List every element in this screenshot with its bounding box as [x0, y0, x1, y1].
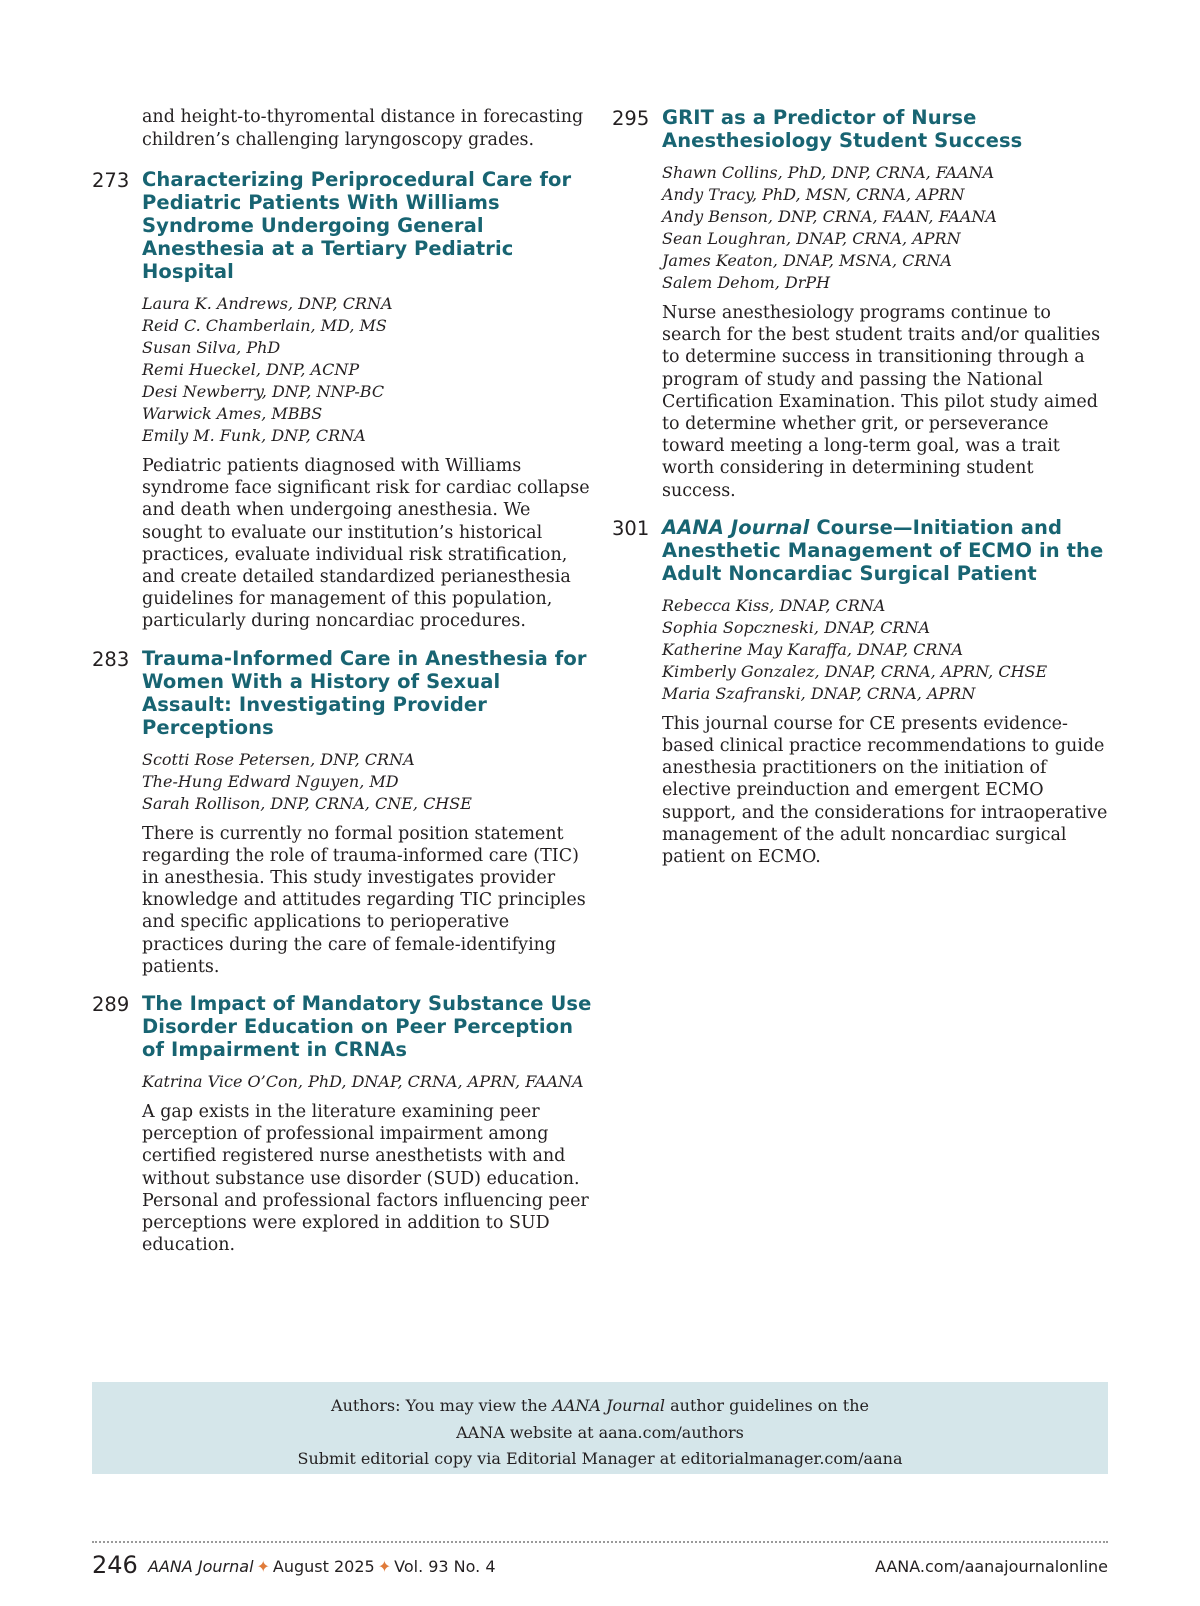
notice-line-1 [92, 1393, 1108, 1420]
footer-journal-name: AANA Journal [148, 1557, 254, 1576]
author: Katherine May Karaffa, DNAP, CRNA [662, 639, 964, 659]
article-entry[interactable] [92, 647, 592, 978]
left-column [92, 106, 592, 1256]
footer-separator-icon: ✦ [377, 1557, 392, 1576]
article-entry[interactable] [92, 992, 592, 1256]
footer-website-link[interactable]: AANA.com/aanajournalonline [874, 1557, 1108, 1576]
author: Rebecca Kiss, DNAP, CRNA [662, 595, 886, 615]
author: Laura K. Andrews, DNP, CRNA [142, 294, 393, 313]
article-entry[interactable] [92, 168, 592, 633]
article-title-text: Course—Initiation and Anesthetic Management of ECMO in the Adult Noncardiac Surgical Patient [662, 515, 1104, 585]
footer-journal-info [148, 1557, 496, 1577]
author: Reid C. Chamberlain, MD, MS [142, 316, 387, 335]
article-abstract: There is currently no formal position statement regarding the role of trauma-informed care (TIC) in anesthesia. This study investigates provider knowledge and attitudes regarding TIC principles and specific applications to perioperative practices during the care of female-identifying patients. [142, 823, 586, 977]
author-list [142, 293, 592, 447]
footer-separator-icon: ✦ [256, 1557, 270, 1576]
author: Emily M. Funk, DNP, CRNA [142, 426, 366, 445]
article-entry[interactable] [612, 106, 1112, 502]
article-page-number: 283 [92, 647, 130, 671]
notice-text: Authors: You may view the [331, 1396, 553, 1415]
continued-abstract: and height-to-thyromental distance in forecasting children’s challenging laryngoscopy grades. [142, 107, 584, 150]
author: Andy Benson, DNP, CRNA, FAAN, FAANA [662, 207, 997, 226]
author: Scotti Rose Petersen, DNP, CRNA [142, 749, 415, 769]
article-page-number: 295 [612, 107, 650, 130]
author: Shawn Collins, PhD, DNP, CRNA, FAANA [662, 163, 995, 182]
author: The-Hung Edward Nguyen, MD [142, 771, 399, 791]
author: Warwick Ames, MBBS [142, 404, 323, 423]
author-list [142, 749, 592, 815]
article-title[interactable]: The Impact of Mandatory Substance Use Disorder Education on Peer Perception of Impairment in CRNAs [142, 992, 592, 1062]
article-abstract: Pediatric patients diagnosed with Williams syndrome face significant risk for cardiac collapse and death when undergoing anesthesia. We sought to evaluate our institution’s historical practices, evaluate individual risk stratification, and create detailed standardized perianesthesia guidelines for management of this population, particularly during noncardiac procedures. [142, 456, 590, 632]
author: Sean Loughran, DNAP, CRNA, APRN [662, 229, 961, 248]
article-abstract: Nurse anesthesiology programs continue to search for the best student traits and/or qualities to determine success in transitioning through a program of study and passing the National Certification Examination. This pilot study aimed to determine whether grit, or perseverance toward meeting a long-term goal, was a trait worth considering in determining student success. [662, 303, 1101, 501]
article-title[interactable] [662, 516, 1112, 585]
article-title[interactable]: Characterizing Periprocedural Care for Pediatric Patients With Williams Syndrome Undergoing General Anesthesia at a Tertiary Pediatric Hospital [142, 168, 572, 283]
author: Sophia Sopczneski, DNAP, CRNA [662, 617, 930, 637]
article-abstract: A gap exists in the literature examining peer perception of professional impairment among certified registered nurse anesthetists with and without substance use disorder (SUD) education. Personal and professional factors influencing peer perceptions were explored in addition to SUD education. [142, 1102, 589, 1256]
right-column [612, 106, 1112, 868]
notice-text: author guidelines on the [665, 1396, 869, 1415]
author-list [142, 1071, 592, 1093]
article-title[interactable]: Trauma-Informed Care in Anesthesia for Women With a History of Sexual Assault: Investigating Provider Perceptions [142, 646, 587, 739]
author: Desi Newberry, DNP, NNP-BC [142, 382, 385, 401]
footer-issue-date: August 2025 [272, 1557, 375, 1576]
author: Katrina Vice O’Con, PhD, DNAP, CRNA, APRN, FAANA [142, 1072, 584, 1092]
author: Remi Hueckel, DNP, ACNP [142, 360, 360, 379]
author: James Keaton, DNAP, MSNA, CRNA [662, 251, 952, 270]
author-list [662, 595, 1112, 705]
article-title[interactable]: GRIT as a Predictor of Nurse Anesthesiology Student Success [662, 106, 1023, 152]
author: Sarah Rollison, DNP, CRNA, CNE, CHSE [142, 793, 472, 813]
footer-page-number: 246 [92, 1551, 138, 1579]
author-list [662, 162, 1112, 294]
author: Kimberly Gonzalez, DNAP, CRNA, APRN, CHSE [662, 661, 1048, 681]
author: Andy Tracy, PhD, MSN, CRNA, APRN [662, 185, 965, 204]
article-abstract: This journal course for CE presents evidence-based clinical practice recommendations to guide anesthesia practitioners on the initiation of elective preinduction and emergent ECMO support, and the considerations for intraoperative management of the adult noncardiac surgical patient on ECMO. [662, 713, 1108, 868]
article-page-number: 289 [92, 993, 130, 1017]
author: Susan Silva, PhD [142, 338, 281, 357]
journal-name: AANA Journal [662, 515, 810, 539]
article-page-number: 301 [612, 516, 650, 540]
author-guidelines-notice [92, 1382, 1108, 1474]
footer-volume: Vol. 93 No. 4 [394, 1557, 496, 1576]
notice-line-2[interactable]: AANA website at aana.com/authors [456, 1422, 744, 1442]
notice-line-3[interactable]: Submit editorial copy via Editorial Manager at editorialmanager.com/aana [297, 1449, 903, 1468]
author: Salem Dehom, DrPH [662, 273, 831, 292]
footer-divider [92, 1541, 1108, 1543]
notice-journal-name: AANA Journal [552, 1396, 666, 1415]
page-footer [92, 1550, 1108, 1584]
author: Maria Szafranski, DNAP, CRNA, APRN [662, 683, 976, 703]
article-page-number: 273 [92, 169, 130, 192]
article-entry[interactable] [612, 516, 1112, 868]
